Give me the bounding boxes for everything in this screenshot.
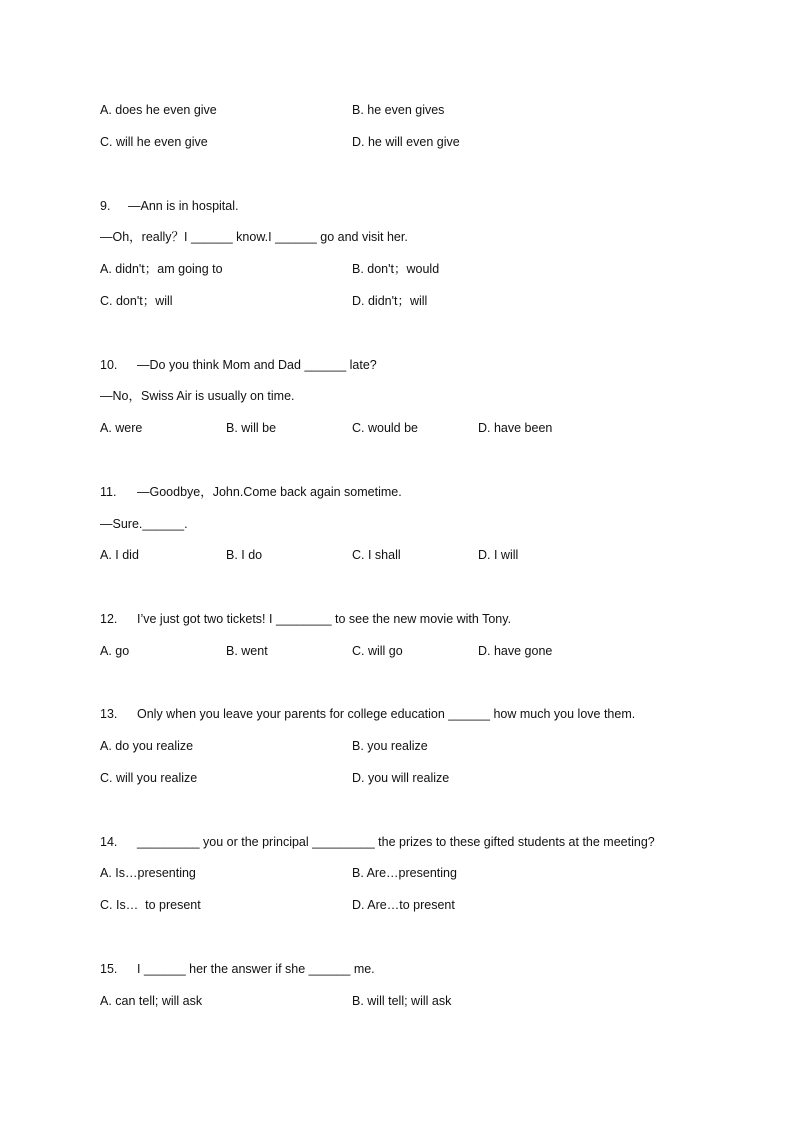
- q14-number: 14.: [100, 835, 118, 849]
- q8-option-b: B. he even gives: [352, 103, 445, 117]
- q12-option-c: C. will go: [352, 644, 403, 658]
- q11-option-d: D. I will: [478, 548, 519, 562]
- q10-option-c: C. would be: [352, 421, 419, 435]
- q12-option-d: D. have gone: [478, 644, 553, 658]
- q9-stem: —Ann is in hospital.: [128, 199, 239, 213]
- q13-option-d: D. you will realize: [352, 771, 450, 785]
- q14-option-a: A. Is…presenting: [100, 866, 196, 880]
- q11-number: 11.: [100, 485, 117, 499]
- q13-option-c: C. will you realize: [100, 771, 198, 785]
- q13-option-a: A. do you realize: [100, 739, 194, 753]
- q15-option-b: B. will tell; will ask: [352, 994, 452, 1008]
- q12-number: 12.: [100, 612, 118, 626]
- q9-option-b: B. don't；would: [352, 262, 440, 276]
- q12-stem: I’ve just got two tickets! I ________ to see the new movie with Tony.: [137, 612, 512, 626]
- q15-number: 15.: [100, 962, 118, 976]
- q9-option-d: D. didn't；will: [352, 294, 428, 308]
- q13-stem: Only when you leave your parents for college education ______ how much you love them.: [137, 707, 636, 721]
- q11-option-a: A. I did: [100, 548, 139, 562]
- q9-option-c: C. don't；will: [100, 294, 173, 308]
- q10-option-a: A. were: [100, 421, 143, 435]
- q13-number: 13.: [100, 707, 118, 721]
- q12-option-b: B. went: [226, 644, 268, 658]
- q9-line2: —Oh，really？I ______ know.I ______ go and visit her.: [100, 230, 408, 244]
- q10-option-b: B. will be: [226, 421, 277, 435]
- q8-option-a: A. does he even give: [100, 103, 217, 117]
- q10-option-d: D. have been: [478, 421, 553, 435]
- q11-option-b: B. I do: [226, 548, 263, 562]
- q14-option-d: D. Are…to present: [352, 898, 455, 912]
- q10-number: 10.: [100, 358, 118, 372]
- q13-option-b: B. you realize: [352, 739, 428, 753]
- q11-option-c: C. I shall: [352, 548, 401, 562]
- q10-line2: —No，Swiss Air is usually on time.: [100, 389, 295, 403]
- q11-line2: —Sure.______.: [100, 517, 188, 531]
- q15-option-a: A. can tell; will ask: [100, 994, 203, 1008]
- q11-stem: —Goodbye，John.Come back again sometime.: [137, 485, 402, 499]
- q9-option-a: A. didn't；am going to: [100, 262, 223, 276]
- q12-option-a: A. go: [100, 644, 130, 658]
- q8-option-d: D. he will even give: [352, 135, 460, 149]
- q14-option-c: C. Is… to present: [100, 898, 201, 912]
- q14-option-b: B. Are…presenting: [352, 866, 457, 880]
- q8-option-c: C. will he even give: [100, 135, 208, 149]
- q9-number: 9.: [100, 199, 111, 213]
- q10-stem: —Do you think Mom and Dad ______ late?: [137, 358, 377, 372]
- q14-stem: _________ you or the principal _________ the prizes to these gifted students at the meeting?: [137, 835, 655, 849]
- q15-stem: I ______ her the answer if she ______ me.: [137, 962, 375, 976]
